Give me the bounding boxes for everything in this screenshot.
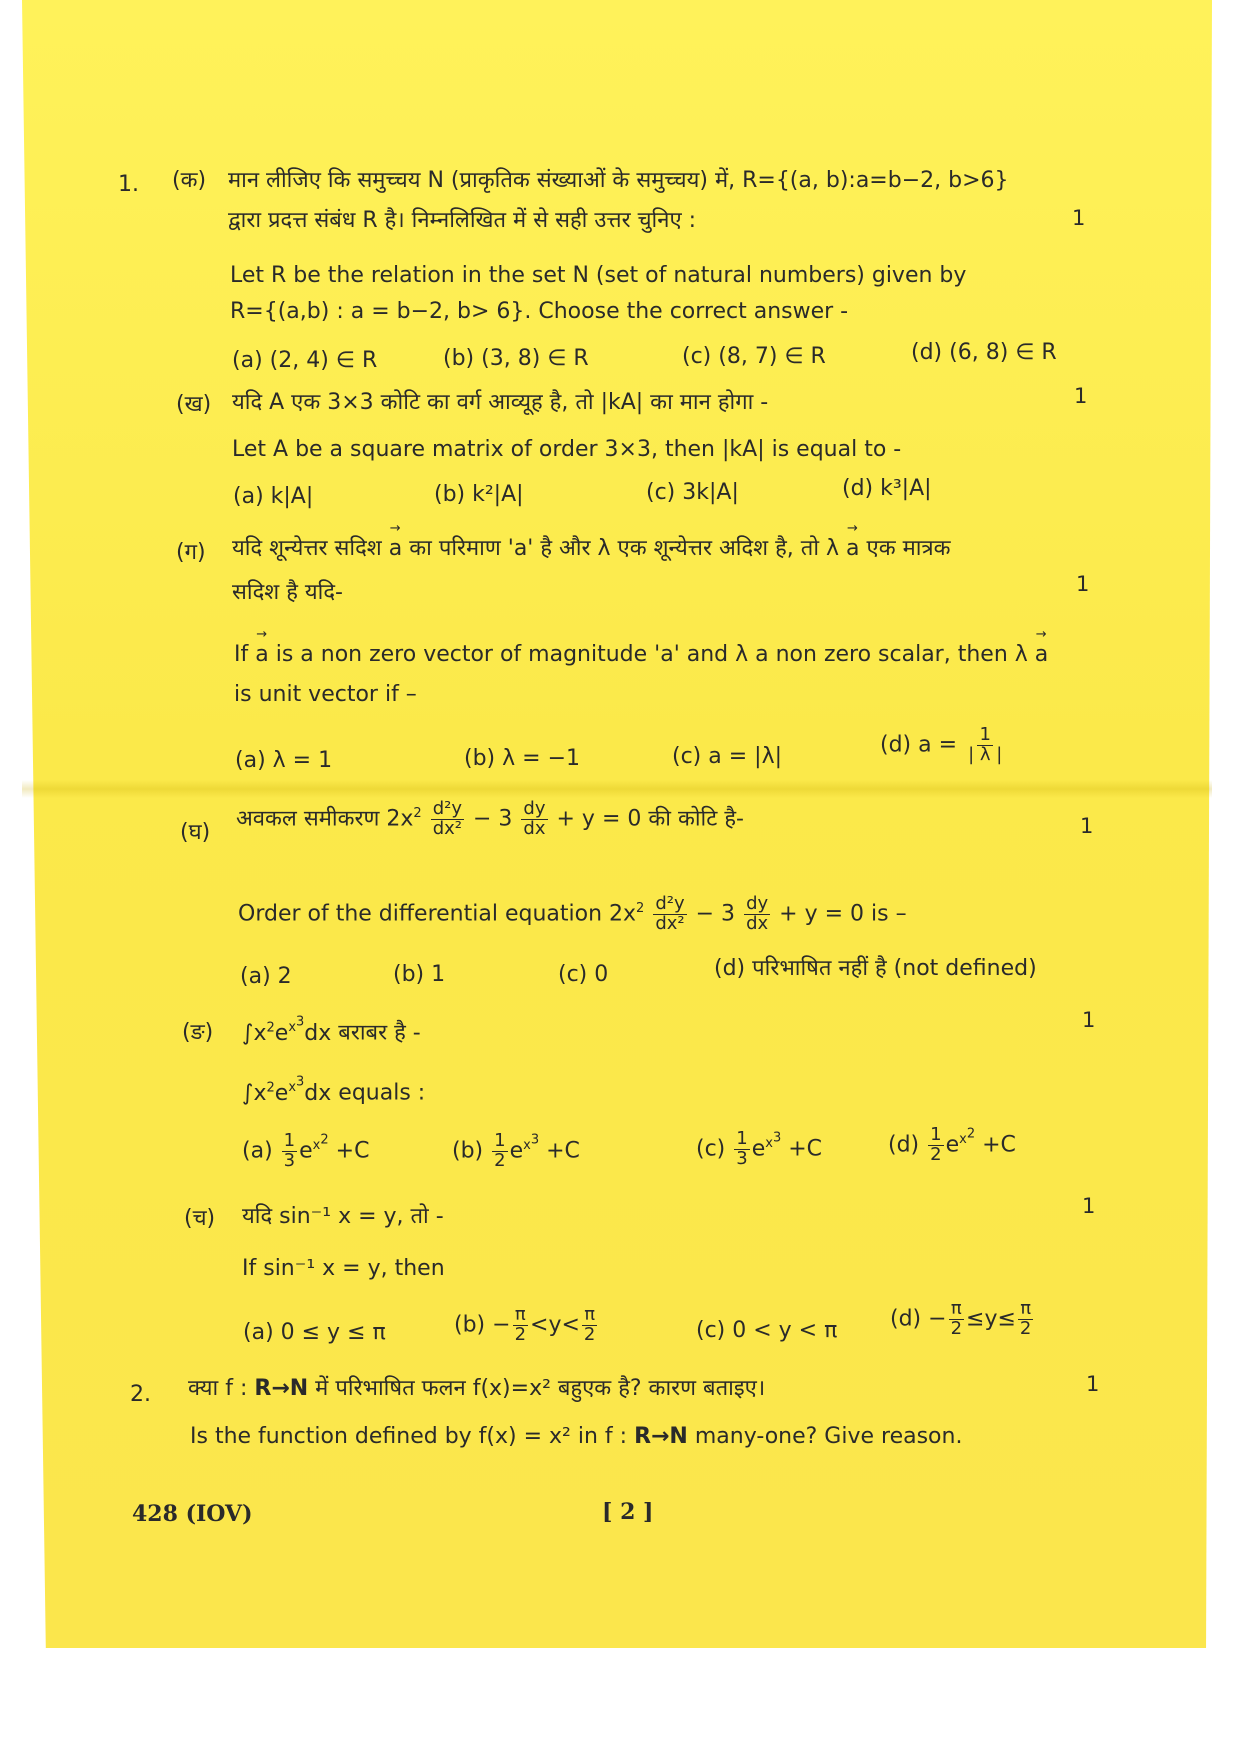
fraction-numerator: 1 <box>979 724 991 745</box>
q1e-english-tail: equals : <box>338 1080 426 1106</box>
fraction-denominator: dx² <box>655 912 685 934</box>
q1d-option-a: (a) 2 <box>240 964 292 989</box>
option-label: (b) <box>452 1138 484 1164</box>
q1c-english-part2: is a non zero vector of magnitude 'a' and λ a non zero scalar, then λ <box>275 642 1028 667</box>
q2-english <box>190 1424 962 1449</box>
q1d-english-part2: is – <box>871 901 907 927</box>
q1a-option-b: (b) (3, 8) ∈ R <box>443 346 589 371</box>
q1c-hindi-part1: यदि शून्येत्तर सदिश <box>232 536 382 561</box>
q1d-marks: 1 <box>1080 814 1094 838</box>
q1c-option-a: (a) λ = 1 <box>235 748 333 773</box>
option-fraction <box>492 1132 507 1171</box>
fraction-numerator: d²y <box>655 893 685 914</box>
q2-english-part2: many-one? Give reason. <box>694 1424 963 1449</box>
q1c-hindi-line2: सदिश है यदि- <box>232 580 343 605</box>
diff-eq-first-derivative <box>521 800 547 839</box>
q2-english-part1: Is the function defined by f(x) = x² in f : <box>190 1424 628 1449</box>
q1c-english-part1: If <box>234 642 249 667</box>
q1d-english-part1: Order of the differential equation <box>238 901 603 927</box>
fraction-numerator: π <box>950 1298 962 1319</box>
fraction-numerator: dy <box>746 893 769 914</box>
q1c-option-d-fraction <box>966 726 1004 765</box>
q1d-option-d: (d) परिभाषित नहीं है (not defined) <box>714 956 1037 981</box>
q1e-english-line <box>242 1076 425 1106</box>
fraction-denominator: | λ | <box>968 743 1003 765</box>
q1c-option-b: (b) λ = −1 <box>464 746 580 771</box>
leq-y-leq: ≤y≤ <box>966 1306 1016 1332</box>
diff-eq-coef: 2x <box>386 806 414 832</box>
q1b-hindi: यदि A एक 3×3 कोटि का वर्ग आव्यूह है, तो |kA| का मान होगा - <box>232 390 769 415</box>
q1c-option-d-label: (d) <box>880 732 912 758</box>
fraction-numerator: π <box>514 1304 526 1325</box>
q2-hindi <box>188 1376 765 1401</box>
q2-mapping: R→N <box>254 1376 309 1401</box>
vector-a-symbol: → a <box>389 536 402 561</box>
q1a-hindi-line1: मान लीजिए कि समुच्चय N (प्राकृतिक संख्याओं के समुच्चय) में, R={(a, b):a=b−2, b>6} <box>228 168 1009 193</box>
fraction-numerator: d²y <box>432 798 462 819</box>
fraction-numerator: 1 <box>494 1130 506 1151</box>
q1c-option-d-lhs: a = <box>918 732 958 758</box>
fraction-denominator: 2 <box>1019 1317 1032 1339</box>
q1f-english: If sin⁻¹ x = y, then <box>242 1256 445 1281</box>
diff-eq-second-derivative <box>653 895 686 934</box>
option-label: (a) <box>242 1138 273 1164</box>
q1d-hindi-line <box>236 800 744 839</box>
q1f-marks: 1 <box>1082 1194 1096 1218</box>
diff-eq-second-derivative <box>431 800 464 839</box>
option-label: (b) <box>454 1312 486 1338</box>
option-constant: +C <box>546 1138 580 1164</box>
q1e-marks: 1 <box>1082 1008 1096 1032</box>
option-constant: +C <box>788 1136 823 1162</box>
q2-hindi-part2: में परिभाषित फलन f(x)=x² बहुएक है? कारण बताइए। <box>315 1376 766 1401</box>
q1f-option-c: (c) 0 < y < π <box>696 1318 838 1343</box>
q1f-option-a: (a) 0 ≤ y ≤ π <box>243 1320 386 1345</box>
q1f-option-b <box>454 1306 599 1345</box>
q1b-english: Let A be a square matrix of order 3×3, then |kA| is equal to - <box>232 437 902 462</box>
q1a-hindi-line2: द्वारा प्रदत्त संबंध R है। निम्नलिखित में से सही उत्तर चुनिए : <box>228 208 697 233</box>
q1f-label: (च) <box>184 1206 216 1231</box>
q1d-option-b: (b) 1 <box>393 962 446 987</box>
diff-eq-coef: 2x <box>609 901 637 927</box>
option-label: (d) <box>888 1132 920 1158</box>
paper-code: 428 (IOV) <box>132 1501 253 1527</box>
fraction-denominator: 2 <box>514 1323 527 1345</box>
q1a-option-c: (c) (8, 7) ∈ R <box>682 344 826 369</box>
fraction-denominator: 3 <box>736 1147 748 1169</box>
pi-over-2 <box>513 1306 528 1345</box>
vector-a-symbol: → a <box>846 536 859 561</box>
q1c-hindi-part3: एक मात्रक <box>866 536 951 561</box>
fraction-denominator: dx <box>746 912 769 934</box>
q1f-hindi: यदि sin⁻¹ x = y, तो - <box>242 1204 444 1229</box>
q1d-english-line <box>238 895 907 934</box>
q1c-english-line1 <box>234 642 1048 667</box>
option-fraction <box>282 1132 297 1171</box>
pi-over-2 <box>1018 1300 1033 1339</box>
option-label: (d) <box>890 1306 922 1332</box>
q1d-hindi-part2: की कोटि है- <box>648 806 744 832</box>
q1c-hindi-line1 <box>232 536 950 561</box>
integral-expression: $\int x^2e^{x^3}dx$ <box>242 1015 332 1046</box>
fraction-denominator: dx² <box>432 817 462 839</box>
option-fraction <box>734 1130 749 1169</box>
fraction-numerator: dy <box>523 798 546 819</box>
fraction-denominator: dx <box>523 817 546 839</box>
diff-eq-tail: + y = 0 <box>556 806 642 832</box>
q1e-hindi-line <box>242 1016 421 1046</box>
q1a-label: (क) <box>172 168 207 193</box>
vector-a-symbol: → a <box>1035 642 1048 667</box>
diff-eq-exponent: 2 <box>636 901 645 917</box>
q1b-option-d: (d) k³|A| <box>842 476 932 501</box>
q1c-option-c: (c) a = |λ| <box>672 744 782 769</box>
q1c-marks: 1 <box>1076 572 1090 596</box>
q1c-label: (ग) <box>176 540 206 565</box>
q1c-hindi-part2: का परिमाण 'a' है और λ एक शून्येत्तर अदिश है, तो λ <box>409 536 840 561</box>
fraction-denominator: 2 <box>583 1323 596 1345</box>
q1a-option-a: (a) (2, 4) ∈ R <box>232 348 378 373</box>
q1e-option-b: (b) $\frac{1}{2}$ $e^{x^3} +C$ <box>452 1130 580 1171</box>
q1f-option-d <box>890 1300 1035 1339</box>
q2-marks: 1 <box>1086 1372 1100 1396</box>
q1e-option-c: (c) $\frac{1}{3}$ $e^{x^3} +C$ <box>696 1128 823 1169</box>
q1e-hindi-tail: बराबर है - <box>338 1020 421 1046</box>
option-constant: +C <box>335 1138 370 1164</box>
diff-eq-minus: − 3 <box>695 901 736 927</box>
q1d-hindi-part1: अवकल समीकरण <box>236 806 380 832</box>
pi-over-2 <box>949 1300 964 1339</box>
q1e-option-d: (d) $\frac{1}{2}$ $e^{x^2} +C$ <box>888 1124 1016 1165</box>
integral-expression: $\int x^2e^{x^3}dx$ <box>242 1075 332 1106</box>
fraction-denominator: 2 <box>494 1149 506 1171</box>
q1a-option-d: (d) (6, 8) ∈ R <box>911 340 1057 365</box>
q2-mapping: R→N <box>634 1424 688 1449</box>
fraction-denominator: 2 <box>930 1143 942 1165</box>
q1b-option-a: (a) k|A| <box>233 484 314 509</box>
q1a-english-line1: Let R be the relation in the set N (set of natural numbers) given by <box>230 263 967 288</box>
fraction-denominator: 2 <box>950 1317 963 1339</box>
diff-eq-first-derivative <box>744 895 770 934</box>
q1b-marks: 1 <box>1074 384 1088 408</box>
diff-eq-exponent: 2 <box>413 806 422 822</box>
q1c-english-line2: is unit vector if – <box>234 682 417 707</box>
minus-sign: − <box>928 1306 947 1332</box>
diff-eq-tail: + y = 0 <box>779 901 865 927</box>
q1c-option-d <box>880 726 1006 765</box>
option-label: (c) <box>696 1136 726 1162</box>
fraction-numerator: 1 <box>283 1130 296 1151</box>
pi-over-2 <box>582 1306 597 1345</box>
q1b-option-c: (c) 3k|A| <box>646 480 739 505</box>
fraction-numerator: 1 <box>736 1128 748 1149</box>
q1b-option-b: (b) k²|A| <box>434 482 524 507</box>
option-constant: +C <box>982 1132 1016 1158</box>
q1d-label: (घ) <box>180 820 211 845</box>
q1d-option-c: (c) 0 <box>558 962 609 987</box>
q1a-marks: 1 <box>1072 206 1086 230</box>
minus-sign: − <box>492 1312 511 1338</box>
vector-a-symbol: → a <box>255 642 268 667</box>
fraction-denominator: 3 <box>283 1149 296 1171</box>
paper-fold <box>22 780 1212 798</box>
q2-number: 2. <box>130 1382 151 1407</box>
less-than-y-less-than: <y< <box>530 1312 580 1338</box>
q2-hindi-part1: क्या f : <box>188 1376 248 1401</box>
fraction-numerator: π <box>1020 1298 1032 1319</box>
fraction-numerator: 1 <box>930 1124 942 1145</box>
q1a-english-line2: R={(a,b) : a = b−2, b> 6}. Choose the correct answer - <box>230 299 849 324</box>
q1e-option-a: (a) $\frac{1}{3}$ $e^{x^2} +C$ <box>242 1130 370 1171</box>
q1e-label: (ङ) <box>182 1020 214 1045</box>
page-number: [ 2 ] <box>602 1499 654 1525</box>
q1b-label: (ख) <box>176 392 212 417</box>
q1-number: 1. <box>118 172 139 197</box>
fraction-numerator: π <box>584 1304 596 1325</box>
diff-eq-minus: − 3 <box>472 806 513 832</box>
option-fraction <box>928 1126 943 1165</box>
